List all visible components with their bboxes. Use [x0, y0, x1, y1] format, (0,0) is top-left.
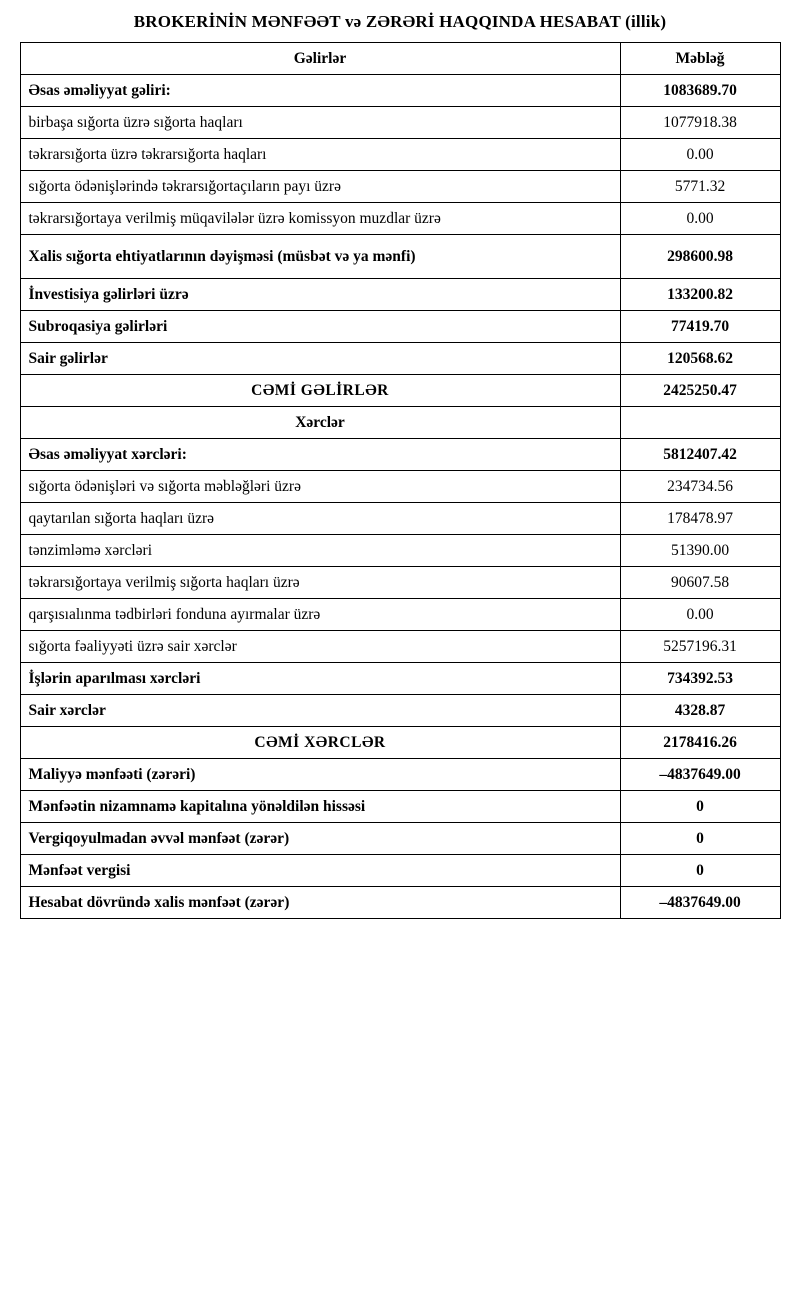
table-row	[20, 75, 780, 107]
row-amount: 51390.00	[620, 535, 780, 567]
row-amount: –4837649.00	[620, 759, 780, 791]
table-row	[20, 791, 780, 823]
table-row	[20, 759, 780, 791]
table-row	[20, 279, 780, 311]
table-row	[20, 887, 780, 919]
row-amount: 734392.53	[620, 663, 780, 695]
row-label: birbaşa sığorta üzrə sığorta haqları	[20, 107, 620, 139]
page-title: BROKERİNİN MƏNFƏƏT və ZƏRƏRİ HAQQINDA HESABAT (illik)	[133, 12, 667, 31]
row-amount	[620, 407, 780, 439]
row-amount: 5771.32	[620, 171, 780, 203]
row-amount: 0	[620, 855, 780, 887]
row-label: Əsas əməliyyat xərcləri:	[20, 439, 620, 471]
table-row	[20, 823, 780, 855]
table-row	[20, 599, 780, 631]
row-amount: 0	[620, 823, 780, 855]
table-row	[20, 343, 780, 375]
row-label: Maliyyə mənfəəti (zərəri)	[20, 759, 620, 791]
table-row	[20, 855, 780, 887]
row-label: Sair xərclər	[20, 695, 620, 727]
table-row	[20, 107, 780, 139]
table-row	[20, 203, 780, 235]
row-label: İnvestisiya gəlirləri üzrə	[20, 279, 620, 311]
row-amount: 1077918.38	[620, 107, 780, 139]
row-amount: 77419.70	[620, 311, 780, 343]
row-label: CƏMİ GƏLİRLƏR	[20, 375, 620, 407]
table-row	[20, 311, 780, 343]
table-row	[20, 663, 780, 695]
row-label: qarşısıalınma tədbirləri fonduna ayırmalar üzrə	[20, 599, 620, 631]
row-label: təkrarsığortaya verilmiş müqavilələr üzrə komissyon muzdlar üzrə	[20, 203, 620, 235]
row-label: Vergiqoyulmadan əvvəl mənfəət (zərər)	[20, 823, 620, 855]
table-row	[20, 567, 780, 599]
row-amount: 178478.97	[620, 503, 780, 535]
table-row	[20, 631, 780, 663]
row-amount: 234734.56	[620, 471, 780, 503]
table-row	[20, 139, 780, 171]
table-row	[20, 695, 780, 727]
row-amount: 0.00	[620, 139, 780, 171]
row-amount: –4837649.00	[620, 887, 780, 919]
table-row	[20, 375, 780, 407]
table-row	[20, 439, 780, 471]
row-label: Mənfəət vergisi	[20, 855, 620, 887]
row-label: Xərclər	[20, 407, 620, 439]
row-amount: 0	[620, 791, 780, 823]
row-label: sığorta ödənişlərində təkrarsığortaçıların payı üzrə	[20, 171, 620, 203]
row-amount: 1083689.70	[620, 75, 780, 107]
row-amount: 298600.98	[620, 235, 780, 279]
row-amount: 5812407.42	[620, 439, 780, 471]
row-amount: 5257196.31	[620, 631, 780, 663]
row-label: Əsas əməliyyat gəliri:	[20, 75, 620, 107]
table-row	[20, 727, 780, 759]
row-label: sığorta fəaliyyəti üzrə sair xərclər	[20, 631, 620, 663]
row-amount: 133200.82	[620, 279, 780, 311]
table-body	[20, 43, 780, 919]
row-label: Subroqasiya gəlirləri	[20, 311, 620, 343]
column-header-amount: Məbləğ	[620, 43, 780, 75]
profit-loss-table	[20, 42, 781, 919]
row-amount: 0.00	[620, 599, 780, 631]
row-amount: 0.00	[620, 203, 780, 235]
table-row	[20, 171, 780, 203]
table-row	[20, 535, 780, 567]
table-row	[20, 471, 780, 503]
table-row	[20, 503, 780, 535]
table-row	[20, 407, 780, 439]
row-label: Hesabat dövründə xalis mənfəət (zərər)	[20, 887, 620, 919]
column-header-label: Gəlirlər	[20, 43, 620, 75]
row-amount: 2425250.47	[620, 375, 780, 407]
row-amount: 2178416.26	[620, 727, 780, 759]
row-amount: 90607.58	[620, 567, 780, 599]
table-header-row	[20, 43, 780, 75]
row-label: Xalis sığorta ehtiyatlarının dəyişməsi (müsbət və ya mənfi)	[20, 235, 620, 279]
row-label: İşlərin aparılması xərcləri	[20, 663, 620, 695]
row-label: təkrarsığorta üzrə təkrarsığorta haqları	[20, 139, 620, 171]
table-row	[20, 235, 780, 279]
row-amount: 4328.87	[620, 695, 780, 727]
row-label: CƏMİ XƏRCLƏR	[20, 727, 620, 759]
row-amount: 120568.62	[620, 343, 780, 375]
row-label: təkrarsığortaya verilmiş sığorta haqları üzrə	[20, 567, 620, 599]
row-label: qaytarılan sığorta haqları üzrə	[20, 503, 620, 535]
row-label: tənzimləmə xərcləri	[20, 535, 620, 567]
row-label: Sair gəlirlər	[20, 343, 620, 375]
row-label: Mənfəətin nizamnamə kapitalına yönəldilən hissəsi	[20, 791, 620, 823]
row-label: sığorta ödənişləri və sığorta məbləğləri üzrə	[20, 471, 620, 503]
